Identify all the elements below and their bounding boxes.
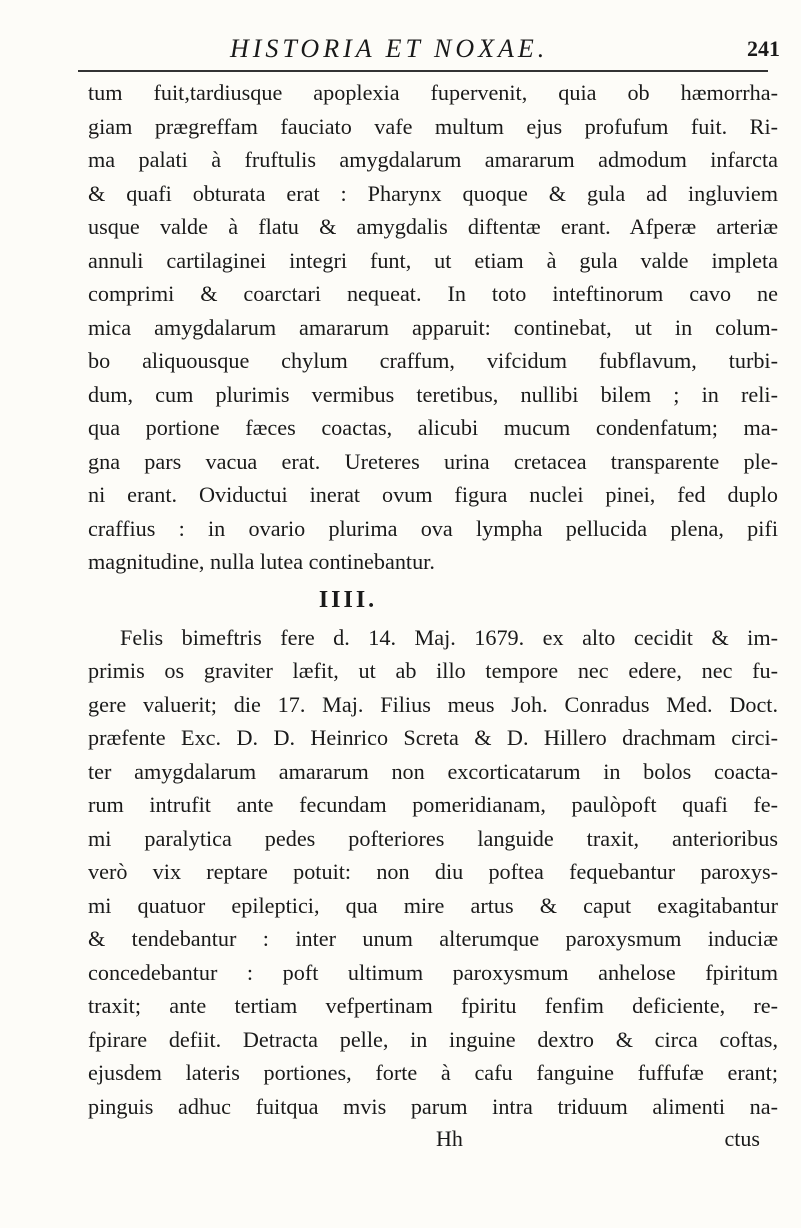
section-number: IIII.: [318, 586, 378, 613]
text-line: mi paralytica pedes pofteriores languide traxit, anterioribus: [88, 825, 778, 851]
catchword: ctus: [724, 1126, 760, 1151]
text-line: Felis bimeftris fere d. 14. Maj. 1679. ex alto cecidit & im-: [120, 624, 778, 650]
text-line: mica amygdalarum amararum apparuit: continebat, ut in colum-: [88, 314, 778, 340]
text-line: pinguis adhuc fuitqua mvis parum intra triduum alimenti na-: [88, 1093, 778, 1119]
text-line: gna pars vacua erat. Ureteres urina cretacea transparente ple-: [88, 448, 778, 474]
running-title: HISTORIA ET NOXAE.: [230, 34, 549, 63]
text-line: annuli cartilaginei integri funt, ut etiam à gula valde impleta: [88, 247, 778, 273]
text-line: giam prægreffam fauciato vafe multum ejus profufum fuit. Ri-: [88, 113, 778, 139]
body-text: [88, 76, 778, 1155]
text-line: fpirare defiit. Detracta pelle, in inguine dextro & circa coftas,: [88, 1026, 778, 1052]
text-line: primis os graviter læfit, ut ab illo tempore nec edere, nec fu-: [88, 658, 778, 683]
signature-mark: Hh: [436, 1126, 463, 1151]
text-line: concedebantur : poft ultimum paroxysmum anhelose fpiritum: [88, 959, 778, 985]
page-header: [60, 30, 780, 64]
text-line: bo aliquousque chylum craffum, vifcidum fubflavum, turbi-: [88, 348, 778, 373]
text-line: magnitudine, nulla lutea continebantur.: [88, 549, 435, 574]
text-line: mi quatuor epileptici, qua mire artus & caput exagitabantur: [88, 892, 778, 918]
text-line: ni erant. Oviductui inerat ovum figura nuclei pinei, fed duplo: [88, 482, 778, 507]
text-line: usque valde à flatu & amygdalis diftentæ erant. Afperæ arteriæ: [88, 214, 778, 239]
text-line: præfente Exc. D. D. Heinrico Screta & D. Hillero drachmam circi-: [88, 725, 778, 750]
text-line: traxit; ante tertiam vefpertinam fpiritu fenfim deficiente, re-: [88, 993, 778, 1018]
text-line: rum intrufit ante fecundam pomeridianam, paulòpoft quafi fe-: [88, 792, 778, 817]
text-line: & quafi obturata erat : Pharynx quoque & gula ad ingluviem: [88, 180, 778, 206]
text-line: craffius : in ovario plurima ova lympha pellucida plena, pifi: [88, 515, 778, 541]
text-line: ma palati à fruftulis amygdalarum amararum admodum infarcta: [88, 147, 778, 172]
text-line: & tendebantur : inter unum alterumque paroxysmum induciæ: [88, 926, 778, 951]
header-rule: [78, 70, 768, 72]
text-line: tum fuit,tardiusque apoplexia fupervenit, quia ob hæmorrha-: [88, 80, 778, 105]
text-line: dum, cum plurimis vermibus teretibus, nullibi bilem ; in reli-: [88, 381, 778, 407]
text-line: ter amygdalarum amararum non excorticatarum in bolos coacta-: [88, 758, 778, 784]
text-line: verò vix reptare potuit: non diu poftea fequebantur paroxys-: [88, 859, 778, 884]
text-line: comprimi & coarctari nequeat. In toto inteftinorum cavo ne: [88, 281, 778, 306]
text-line: gere valuerit; die 17. Maj. Filius meus Joh. Conradus Med. Doct.: [88, 691, 778, 717]
text-line: ejusdem lateris portiones, forte à cafu fanguine fuffufæ erant;: [88, 1060, 778, 1085]
text-line: qua portione fæces coactas, alicubi mucum condenfatum; ma-: [88, 415, 778, 440]
page-footer: [88, 1123, 778, 1155]
page-number: 241: [747, 36, 780, 61]
